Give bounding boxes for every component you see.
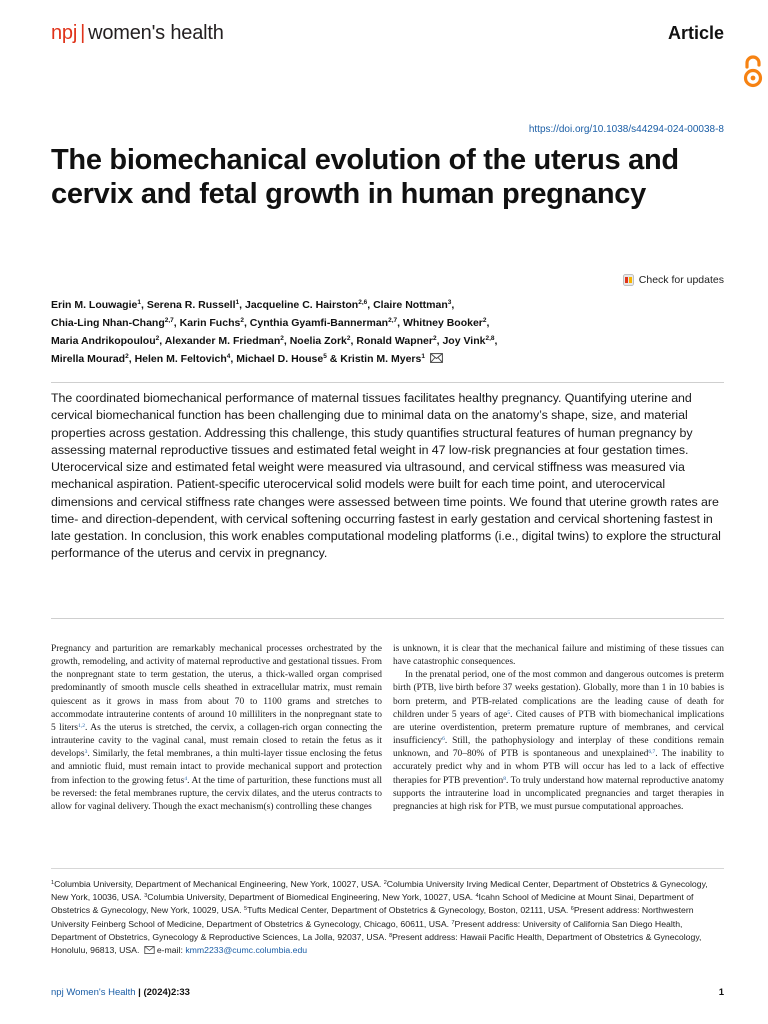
author[interactable]: Cynthia Gyamfi-Bannerman$^{2,7}$ [249,317,398,330]
citation-link[interactable]: 8 [503,775,506,782]
citation-link[interactable]: 1,2 [78,722,85,729]
author[interactable]: Claire Nottman$^3$ [373,299,452,311]
footnote-divider [51,868,724,869]
check-updates-icon [623,274,634,286]
author[interactable]: Mirella Mourad$^2$ [51,353,129,366]
page-number: 1 [718,987,724,998]
body-paragraph: Pregnancy and parturition are remarkably mechanical processes orchestrated by the growth, remodeling, and activity of maternal reproductive and gestational tissues. From the nonpregnant state to term gestation, the uterus, a thick-walled organ comprised predominantly of smooth muscle cells sheathed in extracellular matrix, must remain quiescent as it grows in mass from about 70 to 1100 grams and stretches to accommodate intrauterine contents of around 10 milliliters in the nonpregnant state to 5 liters$^{1,2}$. As the uterus is stretched, the cervix, a collagen-rich organ connecting the intrauterine cavity to the vaginal canal, must remain closed to retain the fetus as it develops$^3$. Similarly, the fetal membranes, a thin multi-layer tissue enclosing the fetus and amniotic fluid, must remain intact to provide mechanical support and protection from infection to the growing fetus$^4$. At the time of parturition, these functions must all be reversed: the fetal membranes rupture, the cervix dilates, and the uterus contracts to allow for vaginal delivery. Though the exact mechanism(s) controlling these changes [51,644,383,812]
author-conjunction: & [329,353,338,366]
footer-citation: npj Women's Health | (2024)2:33 [51,987,190,998]
article-title: The biomechanical evolution of the uterus and cervix and fetal growth in human pregnancy [51,144,679,210]
citation-link[interactable]: 6,7 [648,749,656,756]
journal-logo[interactable] [51,22,224,45]
author[interactable]: Serena R. Russell$^1$ [146,299,240,311]
journal-header [51,20,724,50]
open-access-icon [742,55,764,89]
author[interactable]: Jacqueline C. Hairston$^{2,6}$ [245,299,368,311]
author[interactable]: Ronald Wapner$^2$ [356,335,437,348]
citation-link[interactable]: 4 [184,775,188,782]
envelope-icon[interactable] [430,353,443,363]
doi-link[interactable]: https://doi.org/10.1038/s44294-024-00038-8 [528,124,724,135]
author[interactable]: Karin Fuchs$^2$ [179,317,244,330]
footer-volume: (2024)2:33 [143,987,190,998]
citation-link[interactable]: 3 [84,749,88,756]
body-column-left [51,643,382,814]
author-list: Erin M. Louwagie$^1$, Serena R. Russell$^1$, Jacqueline C. Hairston$^{2,6}$, Claire Nottman$^3$, Chia-Ling Nhan-Chang$^{2,7}$, Karin Fuchs$^2$, Cynthia Gyamfi-Bannerman$^{2,7}$, Whitney Booker$^2$, Maria Andrikopoulou$^2$, Alexander M. Friedman$^2$, Noelia Zork$^2$, Ronald Wapner$^2$, Joy Vink$^{2,8}$, Mirella Mourad$^2$, Helen M. Feltovich$^4$, Michael D. House$^5$ & Kristin M. Myers$^1$ [51,299,498,366]
journal-name: women's health [88,22,224,44]
author[interactable]: Noelia Zork$^2$ [289,335,351,348]
citation-link[interactable]: 5 [507,709,511,716]
journal-separator: | [80,22,86,44]
abstract-bottom-divider [51,618,724,619]
check-updates-label: Check for updates [638,274,724,286]
author[interactable]: Erin M. Louwagie$^1$ [51,299,141,311]
author[interactable]: Helen M. Feltovich$^4$ [134,353,231,366]
body-paragraph: is unknown, it is clear that the mechanical failure and mistiming of these tissues can have catastrophic consequences. [393,644,724,668]
page-footer [51,987,724,1001]
abstract: The coordinated biomechanical performance of maternal tissues facilitates healthy pregnancy. Quantifying uterine and cervical biomechanical function has been challenging due to minimal data on the anatomy’s shape, size, and material properties across gestation. Addressing this challenge, this study quantifies structural features of human pregnancy by assessing maternal reproductive tissues and estimated fetal weight in 47 low-risk pregnancies at four gestation times. Uterocervical size and estimated fetal weight were measured via ultrasound, and cervical stiffness was measured via mechanical aspiration. Patient-specific uterocervical solid models were built for each time point, and uterocervical dimensions and cervical stiffness rate changes were assessed between time points. We found that uterine growth rates are time- and direction-dependent, with cervical softening occurring fastest in early gestation and cervical shortening fastest in late gestation. In conclusion, this work enables computational modeling platforms (i.e., digital twins) to explore the structural performance of the uterus and cervix in pregnancy. [51,391,721,561]
body-column-right [393,643,724,814]
body-paragraph: In the prenatal period, one of the most common and dangerous outcomes is preterm birth (PTB, live birth before 37 weeks gestation). Globally, more than 1 in 10 babies is born preterm, and PTB-related complications are the leading cause of death for children under 5 years of age$^5$. Cited causes of PTB with biomechanical implications are uterine overdistention, preterm premature rupture of membranes, and cervical insufficiency$^6$. Still, the pathophysiology and interplay of these conditions remain unknown, and 70–80% of PTB is spontaneous and unexplained$^{6,7}$. The inability to accurately predict why and in whom PTB will occur has led to a lack of effective therapies for PTB prevention$^8$. To truly understand how maternal reproductive anatomy supports the intrauterine load in uncomplicated pregnancies and target therapies in pregnancies at high risk for PTB, we must pursue computational approaches. [393,670,725,812]
author[interactable]: Michael D. House$^5$ [236,353,327,366]
author[interactable]: Chia-Ling Nhan-Chang$^{2,7}$ [51,317,174,330]
envelope-icon [144,946,155,954]
article-type-label: Article [667,23,724,43]
author[interactable]: Alexander M. Friedman$^2$ [164,335,284,348]
author[interactable]: Maria Andrikopoulou$^2$ [51,335,160,348]
author[interactable]: Whitney Booker$^2$ [402,317,487,330]
author[interactable]: Joy Vink$^{2,8}$ [442,335,495,348]
footer-journal-link[interactable]: npj Women's Health [51,987,136,998]
email-label: e-mail: [156,945,183,956]
abstract-top-divider [51,382,724,383]
author[interactable]: Kristin M. Myers$^1$ [340,353,425,366]
corresponding-email-link[interactable]: kmm2233@cumc.columbia.edu [185,945,308,956]
citation-link[interactable]: 6 [442,736,445,743]
journal-prefix: npj [51,22,78,44]
affiliations: $^1$Columbia University, Department of Mechanical Engineering, New York, 10027, USA. $^2$Columbia University Irving Medical Center, Department of Obstetrics & Gynecology, New York, 10036, USA. $^3$Columbia University, Department of Biomedical Engineering, New York, 10027, USA. $^4$Icahn School of Medicine at Mount Sinai, Department of Obstetrics & Gynecology, New York, 10029, USA. $^5$Tufts Medical Center, Department of Obstetrics & Gynecology, Boston, 02111, USA. $^6$Present address: Northwestern University Feinberg School of Medicine, Department of Obstetrics & Gynecology, Chicago, 60611, USA. $^7$Present address: University of California San Diego Health, Department of Obstetrics, Gynecology & Reproductive Sciences, La Jolla, 92037, USA. $^8$Present address: Hawaii Pacific Health, Department of Obstetrics & Gynecology, Honolulu, 96813, USA. e-mail: kmm2233@cumc.columbia.edu [51,879,708,956]
check-for-updates-button[interactable] [623,274,724,286]
